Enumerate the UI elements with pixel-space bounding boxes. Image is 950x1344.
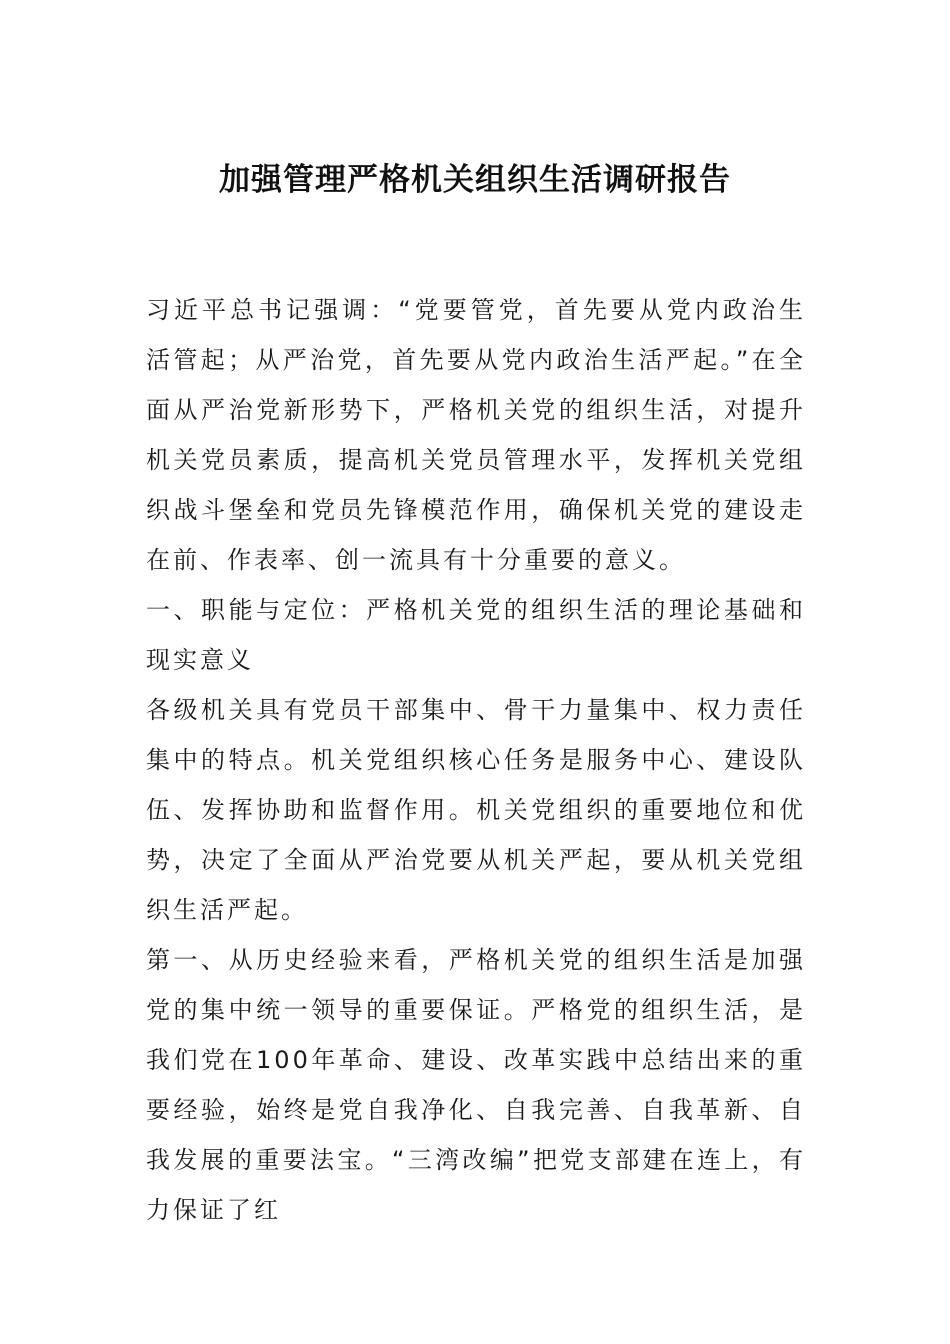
- section-heading-1: 一、职能与定位：严格机关党的组织生活的理论基础和现实意义: [146, 596, 806, 674]
- paragraph-intro: 习近平总书记强调：“党要管党，首先要从党内政治生活管起；从严治党，首先要从党内政治生活严起。”在全面从严治党新形势下，严格机关党的组织生活，对提升机关党员素质，提高机关党员管理水平，发挥机关党组织战斗堡垒和党员先锋模范作用，确保机关党的建设走在前、作表率、创一流具有十分重要的意义。: [146, 296, 806, 574]
- document-body: [146, 285, 806, 1235]
- paragraph-section-1: 各级机关具有党员干部集中、骨干力量集中、权力责任集中的特点。机关党组织核心任务是服务中心、建设队伍、发挥协助和监督作用。机关党组织的重要地位和优势，决定了全面从严治党要从机关严起，要从机关党组织生活严起。: [146, 696, 806, 924]
- document-title: 加强管理严格机关组织生活调研报告: [219, 162, 731, 198]
- paragraph-first-point: 第一、从历史经验来看，严格机关党的组织生活是加强党的集中统一领导的重要保证。严格党的组织生活，是我们党在100年革命、建设、改革实践中总结出来的重要经验，始终是党自我净化、自我完善、自我革新、自我发展的重要法宝。“三湾改编”把党支部建在连上，有力保证了红: [146, 946, 806, 1224]
